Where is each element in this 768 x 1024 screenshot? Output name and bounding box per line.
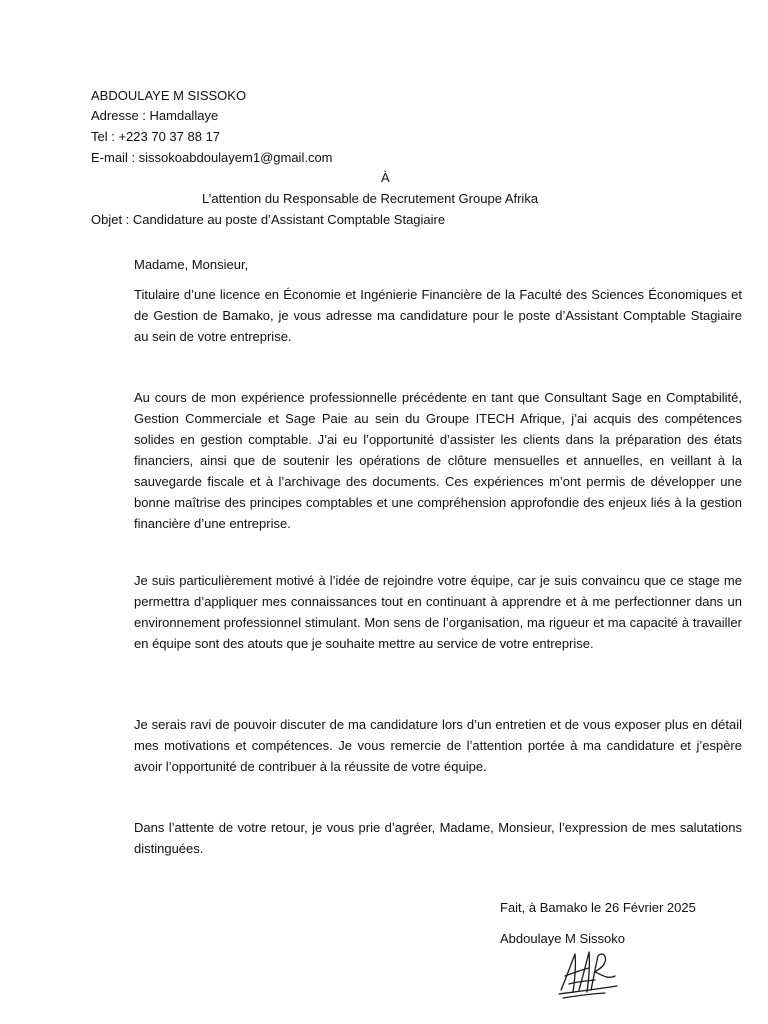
signatory-name: Abdoulaye M Sissoko (500, 931, 626, 946)
paragraph-education: Titulaire d’une licence en Économie et Ingénierie Financière de la Faculté des Sciences Économiques et de Gestion de Bamako, je vous adresse ma candidature pour le poste d’Assistant Comptable Stagiaire au sein de votre entreprise. (134, 287, 742, 344)
sender-phone: Tel : +223 70 37 88 17 (91, 129, 221, 144)
paragraph-experience: Au cours de mon expérience professionnelle précédente en tant que Consultant Sage en Comptabilité, Gestion Commerciale et Sage Paie au sein du Groupe ITECH Afrique, j’ai acquis des compétences solides en gestion comptable. J’ai eu l’opportunité d’assister les clients dans la préparation des états financiers, ainsi que de soutenir les opérations de clôture mensuelles et annuelles, en veillant à la sauvegarde fiscale et à l’archivage des documents. Ces expériences m’ont permis de développer une bonne maîtrise des principes comptables et une compréhension approfondie des enjeux liés à la gestion financière d’une entreprise. (134, 390, 742, 531)
paragraph-interview: Je serais ravi de pouvoir discuter de ma candidature lors d’un entretien et de vous exposer plus en détail mes motivations et compétences. Je vous remercie de l’attention portée à ma candidature et j’espère avoir l’opportunité de contribuer à la réussite de votre équipe. (134, 717, 742, 774)
letter-subject: Objet : Candidature au poste d’Assistant Comptable Stagiaire (91, 212, 446, 227)
sender-email: E-mail : sissokoabdoulayem1@gmail.com (91, 150, 333, 165)
place-date: Fait, à Bamako le 26 Février 2025 (500, 900, 696, 915)
sender-name: ABDOULAYE M SISSOKO (91, 88, 247, 103)
salutation: Madame, Monsieur, (134, 257, 249, 272)
recipient-to: À (381, 170, 390, 185)
sender-address: Adresse : Hamdallaye (91, 108, 219, 123)
handwritten-signature-icon (555, 946, 621, 1000)
recipient-attention: L’attention du Responsable de Recrutement Groupe Afrika (202, 191, 539, 206)
paragraph-motivation: Je suis particulièrement motivé à l’idée de rejoindre votre équipe, car je suis convaincu que ce stage me permettra d’appliquer mes connaissances tout en continuant à apprendre et à me perfectionner dans un environnement professionnel stimulant. Mon sens de l’organisation, ma rigueur et ma capacité à travailler en équipe sont des atouts que je souhaite mettre au service de votre entreprise. (134, 573, 742, 651)
paragraph-closing: Dans l’attente de votre retour, je vous prie d’agréer, Madame, Monsieur, l’expression de mes salutations distinguées. (134, 820, 742, 856)
